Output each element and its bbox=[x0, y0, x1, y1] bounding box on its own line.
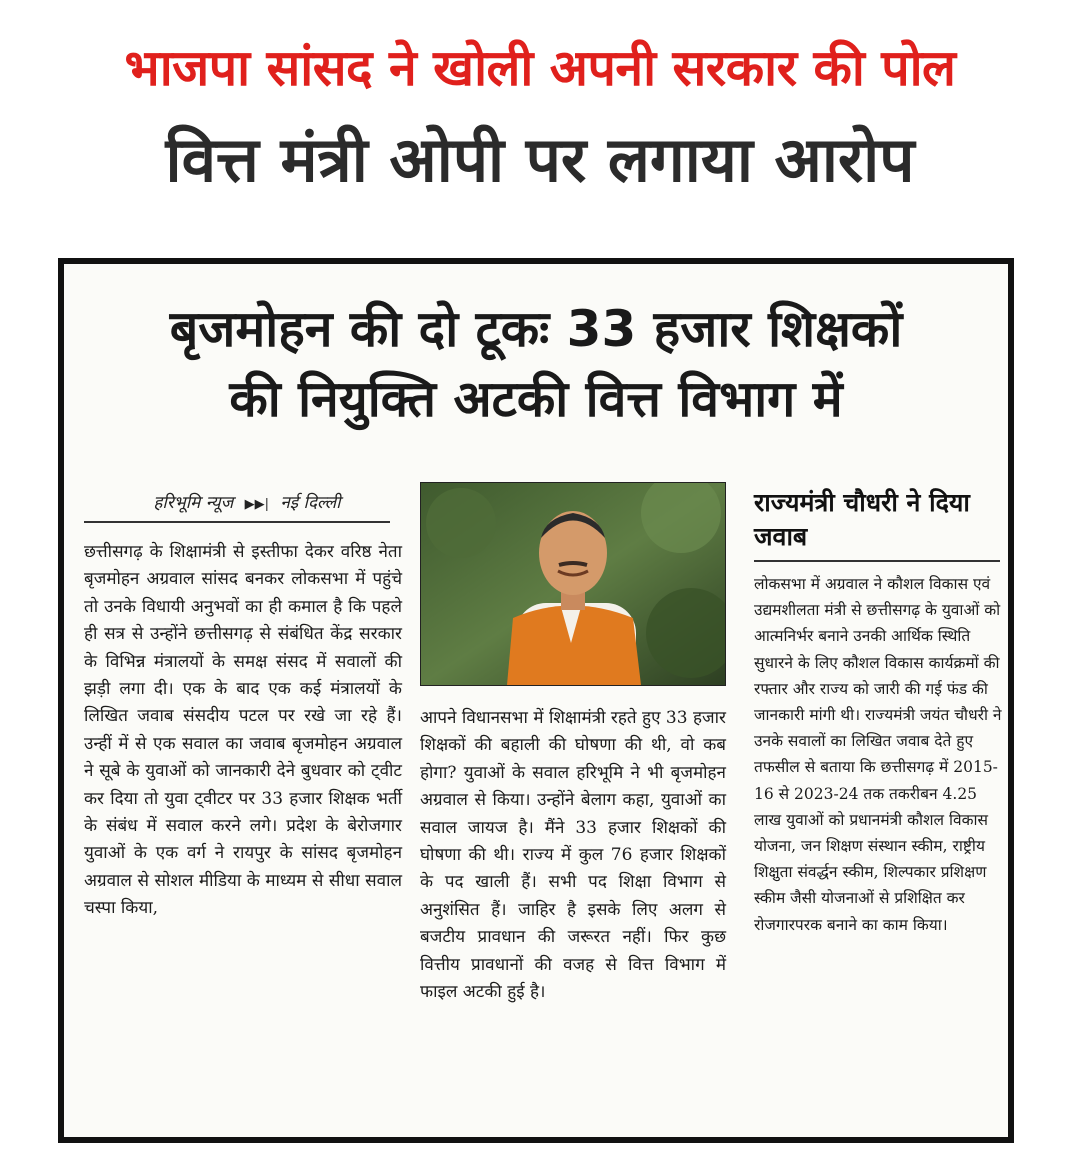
byline-separator: ▶▶| bbox=[244, 497, 269, 512]
sidebar-title: राज्यमंत्री चौधरी ने दिया जवाब bbox=[754, 488, 970, 551]
article-column-3: लोकसभा में अग्रवाल ने कौशल विकास एवं उद्यमशीलता मंत्री से छत्तीसगढ़ के युवाओं को आत्मनिर्भर बनाने उनकी आर्थिक स्थिति सुधारने के लिए कौशल विकास कार्यक्रमों की रफ्तार और राज्य को जारी की गई फंड की जानकारी मांगी थी। राज्यमंत्री जयंत चौधरी ने उनके सवालों का लिखित जवाब देते हुए तफसील से बताया कि छत्तीसगढ़ में 2015-16 से 2023-24 तक तकरीबन 4.25 लाख युवाओं को प्रधानमंत्री कौशल विकास योजना, जन शिक्षण संस्थान स्कीम, राष्ट्रीय शिक्षुता संवर्द्धन स्कीम, शिल्पकार प्रशिक्षण स्कीम जैसी योजनाओं से प्रशिक्षित कर रोजगारपरक बनाने का काम किया। bbox=[754, 575, 1002, 934]
newspaper-clipping bbox=[58, 258, 1014, 1143]
article-headline-line1: बृजमोहन की दो टूकः 33 हजार शिक्षकों bbox=[169, 300, 903, 358]
article-headline bbox=[74, 294, 998, 434]
article-column-2: आपने विधानसभा में शिक्षामंत्री रहते हुए 33 हजार शिक्षकों की बहाली की घोषणा की थी, वो कब होगा? युवाओं के सवाल हरिभूमि ने भी बृजमोहन अग्रवाल से किया। उन्होंने बेलाग कहा, युवाओं का सवाल जायज है। मैंने 33 हजार शिक्षकों की घोषणा की थी। राज्य में कुल 76 हजार शिक्षकों के पद खाली हैं। सभी पद शिक्षा विभाग से अनुशंसित हैं। जाहिर है इसके लिए अलग से बजटीय प्रावधान की जरूरत नहीं। फिर कुछ वित्तीय प्रावधानों की वजह से वित्त विभाग में फाइल अटकी हुई है। bbox=[420, 708, 726, 1003]
byline-source: हरिभूमि न्यूज bbox=[153, 493, 234, 513]
portrait-photo bbox=[420, 482, 726, 686]
article-headline-line2: की नियुक्ति अटकी वित्त विभाग में bbox=[229, 370, 843, 428]
article-column-1: छत्तीसगढ़ के शिक्षामंत्री से इस्तीफा देकर वरिष्ठ नेता बृजमोहन अग्रवाल सांसद बनकर लोकसभा में पहुंचे तो उनके विधायी अनुभवों का ही कमाल है कि पहले ही सत्र से उन्होंने छत्तीसगढ़ से संबंधित केंद्र सरकार के विभिन्न मंत्रालयों के समक्ष संसद में सवालों की झड़ी लगा दी। एक के बाद एक कई मंत्रालयों के लिखित जवाब संसदीय पटल पर रखे जा रहे हैं। उन्हीं में से एक सवाल का जवाब बृजमोहन अग्रवाल ने सूबे के युवाओं को जानकारी देने बुधवार को ट्वीट कर दिया तो युवा ट्वीटर पर 33 हजार शिक्षक भर्ती के संबंध में सवाल करने लगे। प्रदेश के बेरोजगार युवाओं के एक वर्ग ने रायपुर के सांसद बृजमोहन अग्रवाल से सोशल मीडिया के माध्यम से सीधा सवाल चस्पा किया, bbox=[84, 542, 402, 919]
page-headline-red: भाजपा सांसद ने खोली अपनी सरकार की पोल bbox=[124, 39, 956, 97]
byline-place: नई दिल्ली bbox=[280, 493, 341, 513]
page-headline-black: वित्त मंत्री ओपी पर लगाया आरोप bbox=[165, 123, 915, 196]
sidebar-rule bbox=[754, 560, 1000, 562]
portrait-illustration bbox=[421, 483, 725, 685]
byline bbox=[84, 490, 410, 513]
byline-rule bbox=[84, 521, 390, 523]
